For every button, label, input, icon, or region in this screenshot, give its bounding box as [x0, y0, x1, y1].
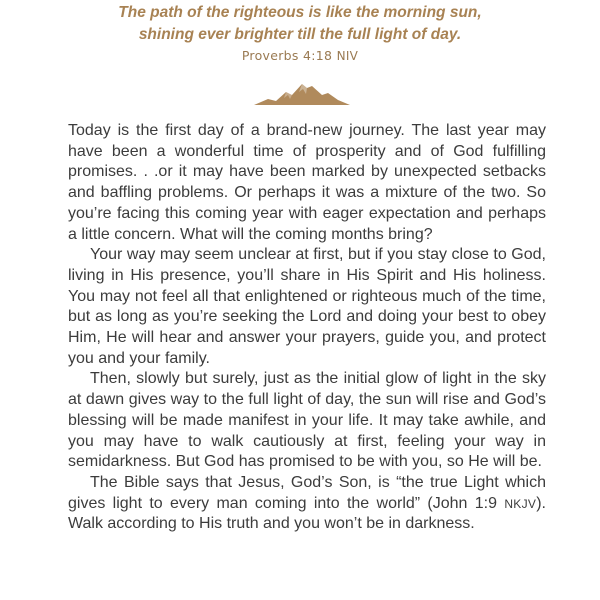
mountain-icon — [254, 80, 350, 106]
paragraph-1: Today is the first day of a brand-new journey. The last year may have been a wonderful time of prosperity and of God fulfilling promises. . .or it may have been marked by unexpected setbacks and baffling problems. Or perhaps it was a mixture of the two. So you’re facing this coming year with eager expectation and perhaps a little concern. What will the coming months bring? — [68, 122, 546, 243]
verse-reference — [0, 48, 600, 63]
paragraph-4-text-after: ). Walk according to His truth and you won’t be in darkness. — [68, 494, 546, 533]
verse-line-1: The path of the righteous is like the morning sun, — [118, 4, 482, 21]
paragraph-4 — [68, 473, 546, 535]
paragraph-4-text-before: The Bible says that Jesus, God’s Son, is “the true Light which gives light to every man coming into the world” (John 1:9 — [68, 473, 546, 512]
reference-chapter: 4:18 — [303, 48, 333, 63]
paragraph-3: Then, slowly but surely, just as the initial glow of light in the sky at dawn gives way to the full light of day, the sun will rise and God’s blessing will be made manifest in your life. It may take awhile, and you may have to walk cautiously at first, feeling your way in semidarkness. But God has promised to be with you, so He will be. — [68, 370, 546, 471]
reference-book: Proverbs — [241, 48, 299, 63]
devotional-body — [68, 121, 546, 535]
verse-line-2: shining ever brighter till the full light of day. — [138, 26, 462, 43]
paragraph-4-version: NKJV — [504, 496, 537, 511]
reference-version: NIV — [336, 49, 359, 63]
paragraph-2: Your way may seem unclear at first, but if you stay close to God, living in His presence, you’ll share in His Spirit and His holiness. You may not feel all that enlightened or righteous much of the time, but as long as you’re seeking the Lord and doing your best to obey Him, He will hear and answer your prayers, guide you, and protect you and your family. — [68, 246, 546, 367]
epigraph — [0, 2, 600, 63]
